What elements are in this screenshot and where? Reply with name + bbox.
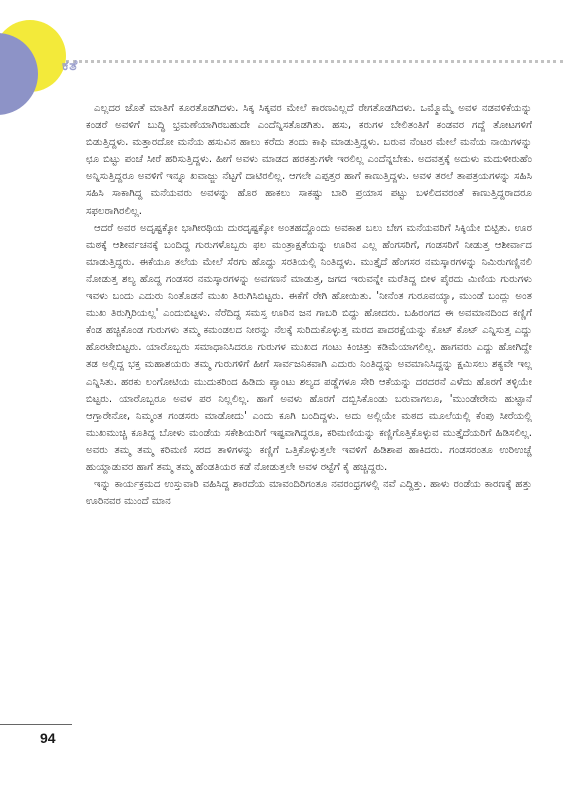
header-dotted-rule (66, 60, 563, 63)
paragraph-1: ಎಲ್ಲದರ ಜೊತೆ ಮಾತಿಗೆ ಕೂರತೊಡಗಿದಳು. ಸಿಕ್ಕ ಸಿಕ್ಕವರ ಮೇಲೆ ಕಾರಣವಿಲ್ಲದೆ ರೇಗತೊಡಗಿದಳು. ಒಮ್ಮೊಮ್ಮೆ ಅವಳ ನಡವಳಿಕೆಯನ್ನು ಕಂಡರೆ ಅವಳಿಗೆ ಬುದ್ಧಿ ಭ್ರಮಣೆಯಾಗಿರಬಹುದೇ ಎಂದೆನ್ನಿಸತೊಡಗಿತು. ಹಸು, ಕರುಗಳ ಬೇಲಿತಂತಿಗೆ ಕಂಡವರ ಗದ್ದೆ ತೋಟಗಳಿಗೆ ಬಿಡುತ್ತಿದ್ದಳು. ಮತ್ತಾರದೋ ಮನೆಯ ಹಸುವಿನ ಹಾಲು ಕರೆದು ತಂದು ಕಾಫಿ ಮಾಡುತ್ತಿದ್ದಳು. ಬರುವ ನೆಂಟರ ಮೇಲೆ ಮನೆಯ ನಾಯಿಗಳನ್ನು ಛೂ ಬಿಟ್ಟು ಪಂಚೆ ಸೀರೆ ಹರಿಸುತ್ತಿದ್ದಳು. ಹೀಗೆ ಅವಳು ಮಾಡದ ಹರಕತ್ತುಗಳೇ ಇರಲಿಲ್ಲ ಎಂದೆನ್ನಬೇಕು. ಅದವತ್ತಕ್ಕೆ ಅದುಳು ಮದುಳೀರುಹೆಂ ಅನ್ನಿಸುತ್ತಿದ್ದರೂ ಅವಳಿಗೆ ಇನ್ನೂ ಖವಾಜ್ಜು ನೆಟ್ಟಗೆ ದಾಟಿರಲಿಲ್ಲ. ಆಗಲೇ ಎಪ್ಪತ್ತರ ಹಾಗೆ ಕಾಣುತ್ತಿದ್ದಳು. ಅವಳ ತರಲೆ ತಾಪತ್ರಯಗಳನ್ನು ಸಹಿಸಿ ಸಹಿಸಿ ಸಾಕಾಗಿದ್ದ ಮನೆಯವರು ಅವಳನ್ನು ಹೊರ ಹಾಕಲು ಸಾಕಷ್ಟು ಬಾರಿ ಪ್ರಯಾಸ ಪಟ್ಟು ಬಳಲಿದವರಂತೆ ಕಾಣುತ್ತಿದ್ದರಾದರೂ ಸಫಲರಾಗಿರಲಿಲ್ಲ. (86, 103, 532, 217)
paragraph-3: ಇನ್ನು ಕಾರ್ಯಕ್ರಮದ ಉಸ್ತುವಾರಿ ವಹಿಸಿದ್ದ ಶಾರದೆಯ ಮಾವಂದಿರಿಗಂತೂ ನವರಂಧ್ರಗಳಲ್ಲಿ ನವೆ ಎದ್ದಿತ್ತು. ಹಾಳು ರಂಡೆಯ ಕಾರಣಕ್ಕೆ ಹತ್ತು ಊರಿನವರ ಮುಂದೆ ಮಾನ (86, 479, 532, 508)
page-number: 94 (40, 730, 56, 746)
footer-rule (0, 724, 72, 725)
story-body (86, 100, 532, 510)
section-label: ಕತೆ (62, 58, 79, 74)
paragraph-2: ಆದರೆ ಅವರ ಅದೃಷ್ಟಕ್ಕೋ ಭಾಗೀರಥಿಯ ದುರದೃಷ್ಟಕ್ಕೋ ಅಂತಹದ್ದೊಂದು ಅವಕಾಶ ಬಲು ಬೇಗ ಮನೆಯವರಿಗೆ ಸಿಕ್ಕಿಯೇ ಬಿಟ್ಟಿತು. ಊರ ಮಠಕ್ಕೆ ಆಶೀರ್ವಚನಕ್ಕೆ ಬಂದಿದ್ದ ಗುರುಗಳೊಬ್ಬರು ಫಲ ಮಂತ್ರಾಕ್ಷತೆಯನ್ನು ಊರಿನ ಎಲ್ಲ ಹೆಂಗಸರಿಗೆ, ಗಂಡಸರಿಗೆ ನೀಡುತ್ತ ಆಶೀರ್ವಾದ ಮಾಡುತ್ತಿದ್ದರು. ಈಕೆಯೂ ತಲೆಯ ಮೇಲೆ ಸೆರಗು ಹೊದ್ದು ಸರತಿಯಲ್ಲಿ ನಿಂತಿದ್ದಳು. ಮುತ್ತೈದೆ ಹೆಂಗಸರ ನಮಸ್ಕಾರಗಳನ್ನು ನಿಮಿರುಗಣ್ಣಿನಲಿ ನೋಡುತ್ತ ಶಲ್ಯ ಹೊದ್ದ ಗಂಡಸರ ನಮಸ್ಕಾರಗಳನ್ನು ಅವಗಣನೆ ಮಾಡುತ್ತ, ಜಗದ ಇರುವನ್ನೇ ಮರೆತಿದ್ದ ಬೀಳ ಪೈರದು ಮಿಣಿಯ ಗುರುಗಳು ಇವಳು ಬಂದು ಎದುರು ನಿಂತೊಡನೆ ಮುಖ ತಿರುಗಿಸಿಬಿಟ್ಟರು. ಈಕೆಗೆ ರೇಗಿ ಹೋಯಿತು. 'ನೀನೆಂತ ಗುರೂವಯ್ಯಾ, ಮುಂಡೆ ಬಂದ್ಲು ಅಂತ ಮುಖ ತಿರುಗ್ಸಿರಿಯಲ್ಲ' ಎಂದುಬಿಟ್ಟಳು. ನೆರೆದಿದ್ದ ಸಮಸ್ತ ಊರಿನ ಜನ ಗಾಬರಿ ಬಿದ್ದು ಹೋದರು. ಬಹಿರಂಗದ ಈ ಅವಮಾನದಿಂದ ಕಣ್ಣಿಗೆ ಕೆಂಡ ಹಚ್ಚಿಕೊಂಡ ಗುರುಗಳು ತಮ್ಮ ಕಮಂಡಲದ ನೀರನ್ನು ನೆಲಕ್ಕೆ ಸುರಿದುಕೊಳ್ಳುತ್ತ ಮರದ ಪಾದರಕ್ಷೆಯನ್ನು ಕೊಟ್ ಕೊಟ್ ಎನ್ನಿಸುತ್ತ ಎದ್ದು ಹೊರಟೇಬಿಟ್ಟರು. ಯಾರೊಬ್ಬರು ಸಮಾಧಾನಿಸಿದರೂ ಗುರುಗಳ ಮುಖದ ಗಂಟು ಕಿಂಚಿತ್ತು ಕಡಿಮೆಯಾಗಲಿಲ್ಲ. ಹಾಗವರು ಎದ್ದು ಹೋಗಿದ್ದೇ ತಡ ಅಲ್ಲಿದ್ದ ಭಕ್ತ ಮಹಾಶಯರು ತಮ್ಮ ಗುರುಗಳಿಗೆ ಹೀಗೆ ಸಾರ್ವಜನಿಕವಾಗಿ ಎದುರು ನಿಂತಿದ್ದನ್ನು ಅವಮಾನಿಸಿದ್ದನ್ನು ಕ್ಷಮಿಸಲು ಶಕ್ಯವೇ ಇಲ್ಲ ಎನ್ನಿಸಿತು. ಹರಕು ಲಂಗೋಟಿಯ ಮುದುಕರಿಂದ ಹಿಡಿದು ಪ್ಯಾಂಟು ಶಲ್ಯದ ಪಡ್ಡೆಗಳೂ ಸೇರಿ ಆಕೆಯನ್ನು ದರದರನೆ ಎಳೆದು ಹೊರಗೆ ತಳ್ಳಿಯೇ ಬಿಟ್ಟರು. ಯಾರೊಬ್ಬರೂ ಅವಳ ಪರ ನಿಲ್ಲಲಿಲ್ಲ. ಹಾಗೆ ಅವಳು ಹೊರಗೆ ದಬ್ಬಿಸಿಕೊಂಡು ಬರುವಾಗಲೂ, 'ಮುಂಡೇರೇನು ಹುಟ್ಟಾನೆ ಆಗ್ತಾರೇನೋ, ನಿಮ್ಮಂತ ಗಂಡಸರು ಮಾಡೋದು' ಎಂದು ಕೂಗಿ ಬಂದಿದ್ದಳು. ಅದು ಅಲ್ಲಿಯೇ ಮಠದ ಮೂಲೆಯಲ್ಲಿ ಕೆಂಪು ಸೀರೆಯಲ್ಲಿ ಮುಖಮುಚ್ಚಿ ಕೂತಿದ್ದ ಬೋಳು ಮಂಡೆಯ ಸಕೇಶಿಯರಿಗೆ ಇಷ್ಟವಾಗಿದ್ದರೂ, ಕರಿಮಣಿಯನ್ನು ಕಣ್ಣಿಗೊತ್ತಿಕೊಳ್ಳುವ ಮುತ್ತೈದೆಯರಿಗೆ ಹಿಡಿಸಲಿಲ್ಲ. ಅವರು ತಮ್ಮ ತಮ್ಮ ಕರಿಮಣಿ ಸರದ ತಾಳಿಗಳನ್ನು ಕಣ್ಣಿಗೆ ಒತ್ತಿಕೊಳ್ಳುತ್ತಲೇ ಇವಳಿಗೆ ಹಿಡಿಶಾಪ ಹಾಕಿದರು. ಗಂಡಸರಂತೂ ಉರಿಉಚ್ಚೆ ಹುಯ್ದಾಡುವರ ಹಾಗೆ ತಮ್ಮ ತಮ್ಮ ಹೆಂಡತಿಯರ ಕಡೆ ನೋಡುತ್ತಲೇ ಅವಳ ರಟ್ಟೆಗೆ ಕೈ ಹಚ್ಚಿದ್ದರು. (86, 222, 532, 473)
